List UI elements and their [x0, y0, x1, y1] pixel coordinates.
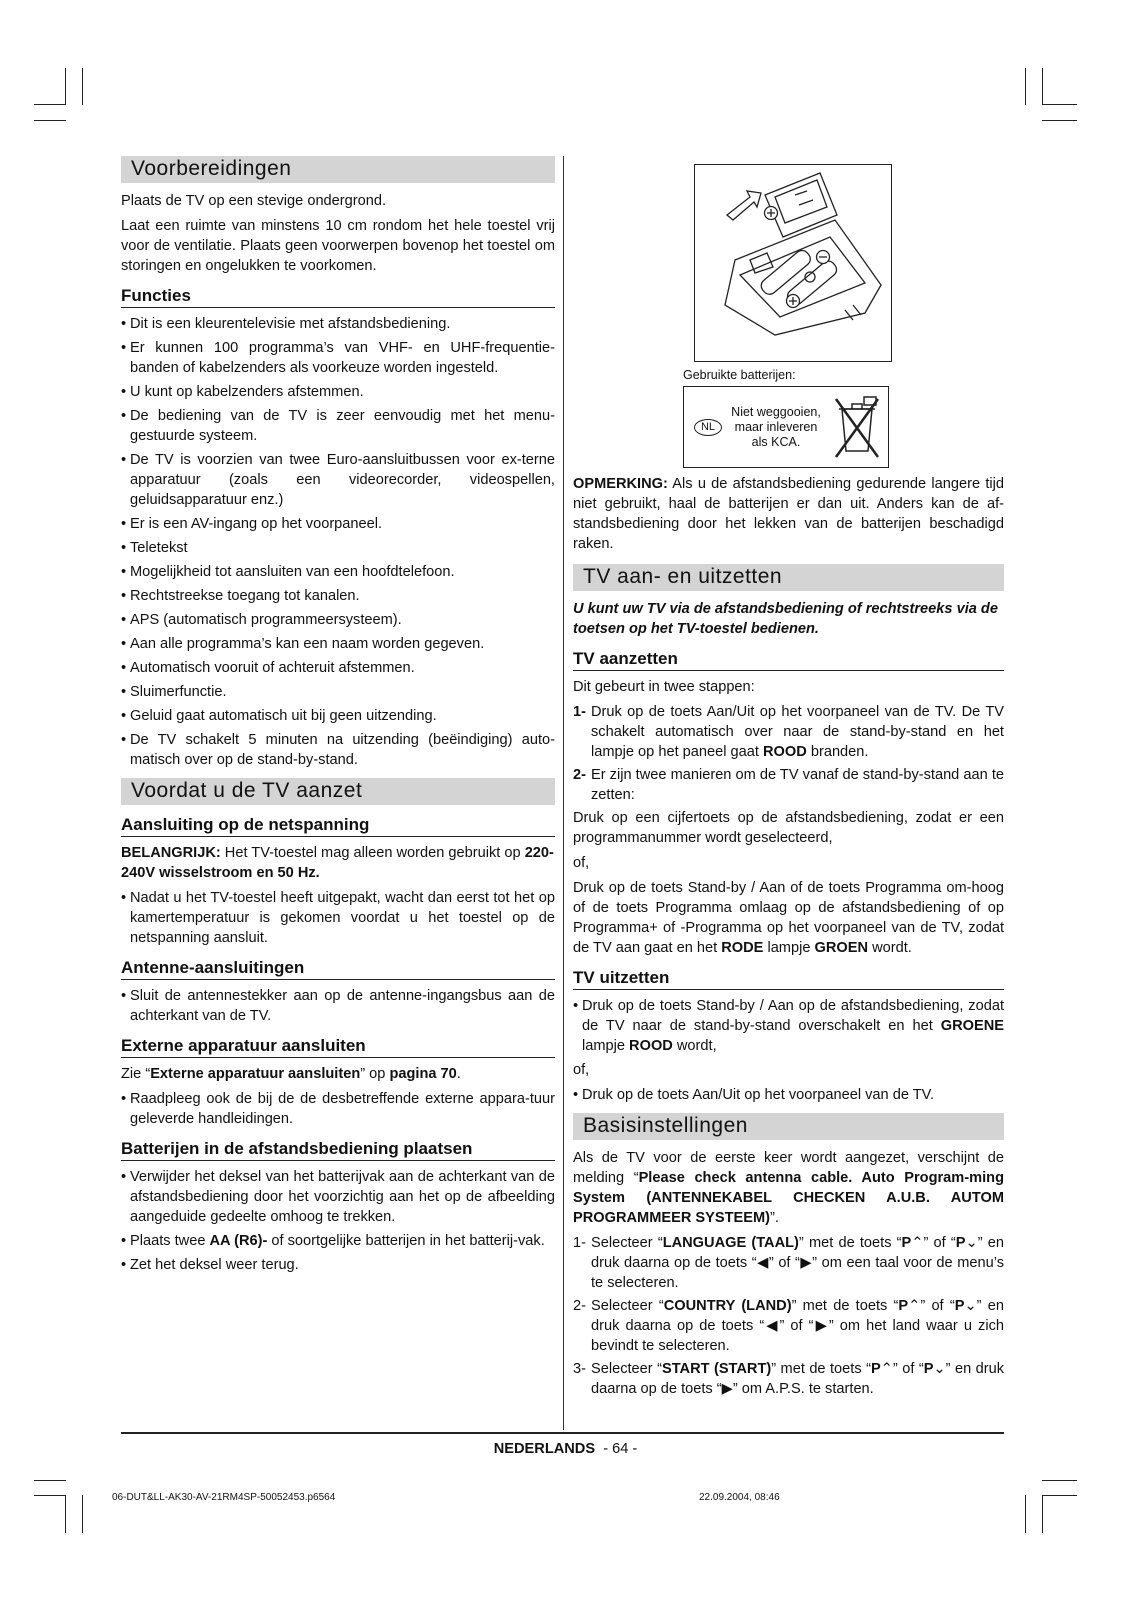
text: ” met de toets “: [791, 1298, 899, 1314]
battery-label: Gebruikte batterijen:: [683, 368, 796, 382]
antenne-list: [121, 986, 555, 1026]
text: Druk op de toets Aan/Uit op het voorpaneel van de TV. De TV schakelt automatisch over naar de stand-by-stand en het lampje op het paneel gaat: [591, 704, 1004, 760]
chevron-up-icon: ⌃: [908, 1298, 921, 1314]
language-label: NEDERLANDS: [493, 1441, 596, 1457]
menu-item-name: LANGUAGE (TAAL): [662, 1235, 799, 1251]
nl-badge: NL: [694, 419, 722, 436]
text: branden.: [806, 744, 869, 760]
step-item: [573, 765, 1004, 805]
footer-date: 22.09.2004, 08:46: [699, 1492, 780, 1503]
crop-mark: [65, 1495, 66, 1533]
text: Als u de afstandsbediening gedurende langere tijd niet gebruikt, haal de batterijen er dan uit. Anders kan de af-standsbediening door het lekken van de batterijen beschadigd raken.: [573, 476, 1004, 552]
uitzetten-list: [573, 996, 1004, 1056]
text: Selecteer “: [591, 1235, 663, 1251]
text: wordt.: [868, 940, 912, 956]
chevron-down-icon: ⌄: [965, 1235, 978, 1251]
p-key: P: [955, 1235, 966, 1251]
step-number: 2-: [573, 767, 586, 783]
subheading-extern: Externe apparatuur aansluiten: [121, 1036, 555, 1058]
step-number: 2-: [573, 1298, 586, 1314]
kca-notice-box: [683, 386, 889, 468]
list-item: • Geluid gaat automatisch uit bij geen uitzending.: [121, 706, 555, 726]
list-item: • Aan alle programma’s kan een naam worden gegeven.: [121, 634, 555, 654]
text: Plaats twee: [130, 1233, 210, 1249]
kca-line: als KCA.: [751, 435, 801, 449]
crop-mark: [82, 68, 83, 105]
file-name: 06-DUT&LL-AK30-AV-21RM4SP-50052453.p65: [112, 1492, 325, 1503]
crop-mark: [1042, 120, 1077, 121]
belangrijk-text: Het TV-toestel mag alleen worden gebruikt op: [220, 845, 525, 861]
subheading-functies: Functies: [121, 286, 555, 308]
battery-figure: [573, 156, 1004, 474]
crop-mark: [34, 1480, 66, 1481]
paragraph: Plaats de TV op een stevige ondergrond.: [121, 193, 387, 209]
list-item: • Er kunnen 100 programma’s van VHF- en UHF-frequentie-banden of kabelzenders als voorkeuze worden ingesteld.: [121, 338, 555, 378]
extern-list: [121, 1089, 555, 1129]
text: Selecteer “: [591, 1361, 662, 1377]
step-item: [573, 1233, 1004, 1293]
list-item: • Automatisch vooruit of achteruit afstemmen.: [121, 658, 555, 678]
batterijen-list: [121, 1167, 555, 1275]
chevron-down-icon: ⌄: [964, 1298, 977, 1314]
text: of soortgelijke batterijen in het batterij-vak.: [267, 1233, 545, 1249]
netspanning-list: [121, 888, 555, 948]
text: ”.: [770, 1210, 779, 1226]
list-item: • De bediening van de TV is zeer eenvoudig met het menu-gestuurde systeem.: [121, 406, 555, 446]
text: Als de TV voor de eerste keer wordt aangezet, verschijnt de melding “: [573, 1150, 1004, 1186]
triangle-left-icon: ◀: [756, 1255, 769, 1271]
crop-mark: [1025, 1495, 1026, 1533]
functies-list: [121, 314, 555, 770]
triangle-left-icon: ◀: [764, 1318, 780, 1334]
text: ” om een taal voor de menu’s te selecteren.: [591, 1255, 1004, 1291]
list-item: • APS (automatisch programmeersysteem).: [121, 610, 555, 630]
crop-mark: [34, 1495, 66, 1496]
subheading-antenne: Antenne-aansluitingen: [121, 958, 555, 980]
list-item: • Dit is een kleurentelevisie met afstandsbediening.: [121, 314, 555, 334]
list-item: • De TV is voorzien van twee Euro-aansluitbussen voor ex-terne apparatuur (zoals een videorecorder, videospellen, geluidsapparatuur enz.): [121, 450, 555, 510]
kca-line: Niet weggooien,: [731, 405, 821, 419]
text: ” en druk daarna op de toets “: [591, 1298, 1004, 1334]
text: Er zijn twee manieren om de TV vanaf de stand-by-stand aan te zetten:: [591, 767, 1004, 803]
paragraph: of,: [573, 1062, 590, 1078]
text: ” of “: [920, 1298, 955, 1314]
intro-italic: U kunt uw TV via de afstandsbediening of rechtstreeks via de toetsen op het TV-toestel bedienen.: [573, 601, 998, 637]
text: Druk op de toets Stand-by / Aan op de afstandsbediening, zodat de TV naar de stand-by-stand overschakelt en het: [582, 998, 1004, 1034]
subheading-uitzetten: TV uitzetten: [573, 968, 1004, 990]
crop-mark: [34, 120, 66, 121]
section-title-basisinstellingen: Basisinstellingen: [573, 1113, 1004, 1140]
subheading-netspanning: Aansluiting op de netspanning: [121, 815, 555, 837]
text: ” met de toets “: [798, 1235, 902, 1251]
list-item: • Nadat u het TV-toestel heeft uitgepakt, wacht dan eerst tot het op kamertemperatuur is gekomen voordat u het toestel op de netspanning aansluit.: [121, 888, 555, 948]
subheading-batterijen: Batterijen in de afstandsbediening plaatsen: [121, 1139, 555, 1161]
kca-line: maar inleveren: [734, 420, 818, 434]
list-item: • Verwijder het deksel van het batterijvak aan de achterkant van de afstandsbediening door het voorzichtig aan het op de afbeelding aangeduide gedeelte omhoog te trekken.: [121, 1167, 555, 1227]
list-item: • Sluit de antennestekker aan op de antenne-ingangsbus aan de achterkant van de TV.: [121, 986, 555, 1026]
triangle-right-icon: ▶: [799, 1255, 813, 1271]
footer-filename: [112, 1492, 335, 1503]
list-item: • U kunt op kabelzenders afstemmen.: [121, 382, 555, 402]
p-key: P: [898, 1298, 909, 1314]
section-title-voorbereidingen: Voorbereidingen: [121, 156, 555, 183]
uitzetten-list-2: [573, 1085, 1004, 1105]
paragraph: Druk op een cijfertoets op de afstandsbediening, zodat er een programmanummer wordt geselecteerd,: [573, 810, 1004, 846]
text: ” of “: [779, 1318, 814, 1334]
text: ” om het land waar u zich bevindt te selecteren.: [591, 1318, 1005, 1354]
crop-mark: [1042, 1480, 1077, 1481]
paragraph: Dit gebeurt in twee stappen:: [573, 679, 755, 695]
left-column: [121, 156, 555, 1279]
belangrijk-label: BELANGRIJK:: [121, 845, 221, 861]
section-title-voordat: Voordat u de TV aanzet: [121, 778, 555, 805]
message-text: Please check antenna cable. Auto Program-ming System (ANTENNEKABEL CHECKEN A.U.B. AUTOM PROGRAMMEER SYSTEEM): [573, 1170, 1004, 1226]
file-page: 64: [324, 1492, 336, 1503]
list-item: • Druk op de toets Aan/Uit op het voorpaneel van de TV.: [573, 1085, 1004, 1105]
remote-battery-icon: [695, 165, 891, 361]
text: ” en druk daarna op de toets “: [591, 1235, 1005, 1271]
menu-item-name: COUNTRY (LAND): [663, 1298, 792, 1314]
color-word: ROOD: [629, 1038, 673, 1054]
step-number: 3-: [573, 1361, 586, 1377]
aanzetten-steps: [573, 702, 1004, 805]
list-item: • Sluimerfunctie.: [121, 682, 555, 702]
p-key: P: [923, 1361, 934, 1377]
column-divider: [563, 156, 564, 1430]
list-item: [573, 996, 1004, 1056]
triangle-right-icon: ▶: [813, 1318, 829, 1334]
paragraph: [573, 878, 1004, 958]
p-key: P: [901, 1235, 912, 1251]
step-item: [573, 1359, 1004, 1399]
section-title-tv-aan-uit: TV aan- en uitzetten: [573, 564, 1004, 591]
list-item: [121, 1231, 555, 1251]
crop-mark: [34, 104, 66, 105]
list-item: • Er is een AV-ingang op het voorpaneel.: [121, 514, 555, 534]
step-number: 1-: [573, 1235, 586, 1251]
crop-mark: [65, 68, 66, 105]
extern-reference: [121, 1064, 555, 1084]
text: ” of “: [768, 1255, 800, 1271]
chevron-up-icon: ⌃: [911, 1235, 924, 1251]
list-item: • Mogelijkheid tot aansluiten van een hoofdtelefoon.: [121, 562, 555, 582]
basis-steps: [573, 1233, 1004, 1399]
paragraph: Laat een ruimte van minstens 10 cm rondom het hele toestel vrij voor de ventilatie. Plaats geen voorwerpen bovenop het toestel om storingen en ongelukken te voorkomen.: [121, 218, 555, 274]
step-item: [573, 1296, 1004, 1356]
crossed-bin-icon: [834, 395, 880, 459]
text: ” met de toets “: [771, 1361, 871, 1377]
chevron-up-icon: ⌃: [880, 1361, 893, 1377]
list-item: • De TV schakelt 5 minuten na uitzending (beëindiging) auto-matisch over op de stand-by-stand.: [121, 730, 555, 770]
step-number: 1-: [573, 704, 586, 720]
text: ” of “: [892, 1361, 924, 1377]
page-number: - 64 -: [603, 1441, 638, 1457]
footer-rule: [121, 1432, 1004, 1434]
text: wordt,: [672, 1038, 717, 1054]
text: Zie “: [121, 1066, 151, 1082]
belangrijk-paragraph: [121, 843, 555, 883]
basis-intro: [573, 1148, 1004, 1228]
voltage-spec: 220-240V wisselstroom en 50 Hz.: [121, 845, 554, 881]
remote-illustration: [694, 164, 892, 362]
crop-mark: [1042, 68, 1043, 105]
chevron-down-icon: ⌄: [933, 1361, 946, 1377]
color-word: ROOD: [763, 744, 807, 760]
text: lampje: [582, 1038, 630, 1054]
footer-language: [0, 1441, 1131, 1457]
cross-reference: Externe apparatuur aansluiten: [150, 1066, 361, 1082]
text: Selecteer “: [591, 1298, 664, 1314]
list-item: • Zet het deksel weer terug.: [121, 1255, 555, 1275]
text: ” of “: [923, 1235, 956, 1251]
p-key: P: [954, 1298, 965, 1314]
crop-mark: [1042, 1495, 1077, 1496]
kca-text: [726, 405, 826, 450]
triangle-right-icon: ▶: [721, 1381, 733, 1397]
opmerking-label: OPMERKING:: [573, 476, 668, 492]
color-word: GROENE: [940, 1018, 1004, 1034]
text: Druk op de toets Stand-by / Aan of de toets Programma om-hoog of de toets Programma omlaag op de afstandsbediening of op Programma+ of -Programma op het voorpaneel van de TV, zodat de TV aan gaat en het: [573, 880, 1004, 956]
page-reference: pagina 70: [389, 1066, 457, 1082]
color-word: RODE: [721, 940, 764, 956]
color-word: GROEN: [814, 940, 869, 956]
text: ” op: [360, 1066, 390, 1082]
list-item: • Raadpleeg ook de bij de de desbetreffende externe appara-tuur geleverde handleidingen.: [121, 1089, 555, 1129]
step-item: [573, 702, 1004, 762]
list-item: • Teletekst: [121, 538, 555, 558]
p-key: P: [870, 1361, 881, 1377]
text: lampje: [763, 940, 815, 956]
text: ” om A.P.S. te starten.: [732, 1381, 874, 1397]
list-item: • Rechtstreekse toegang tot kanalen.: [121, 586, 555, 606]
crop-mark: [1042, 1495, 1043, 1533]
crop-mark: [82, 1495, 83, 1533]
crop-mark: [1025, 68, 1026, 105]
subheading-aanzetten: TV aanzetten: [573, 649, 1004, 671]
paragraph: of,: [573, 855, 590, 871]
opmerking-paragraph: [573, 474, 1004, 554]
text: ” en druk daarna op de toets “: [591, 1361, 1005, 1397]
menu-item-name: START (START): [661, 1361, 772, 1377]
right-column: [573, 156, 1004, 1402]
text: .: [456, 1066, 461, 1082]
crop-mark: [1042, 104, 1077, 105]
battery-type: AA (R6)-: [209, 1233, 268, 1249]
